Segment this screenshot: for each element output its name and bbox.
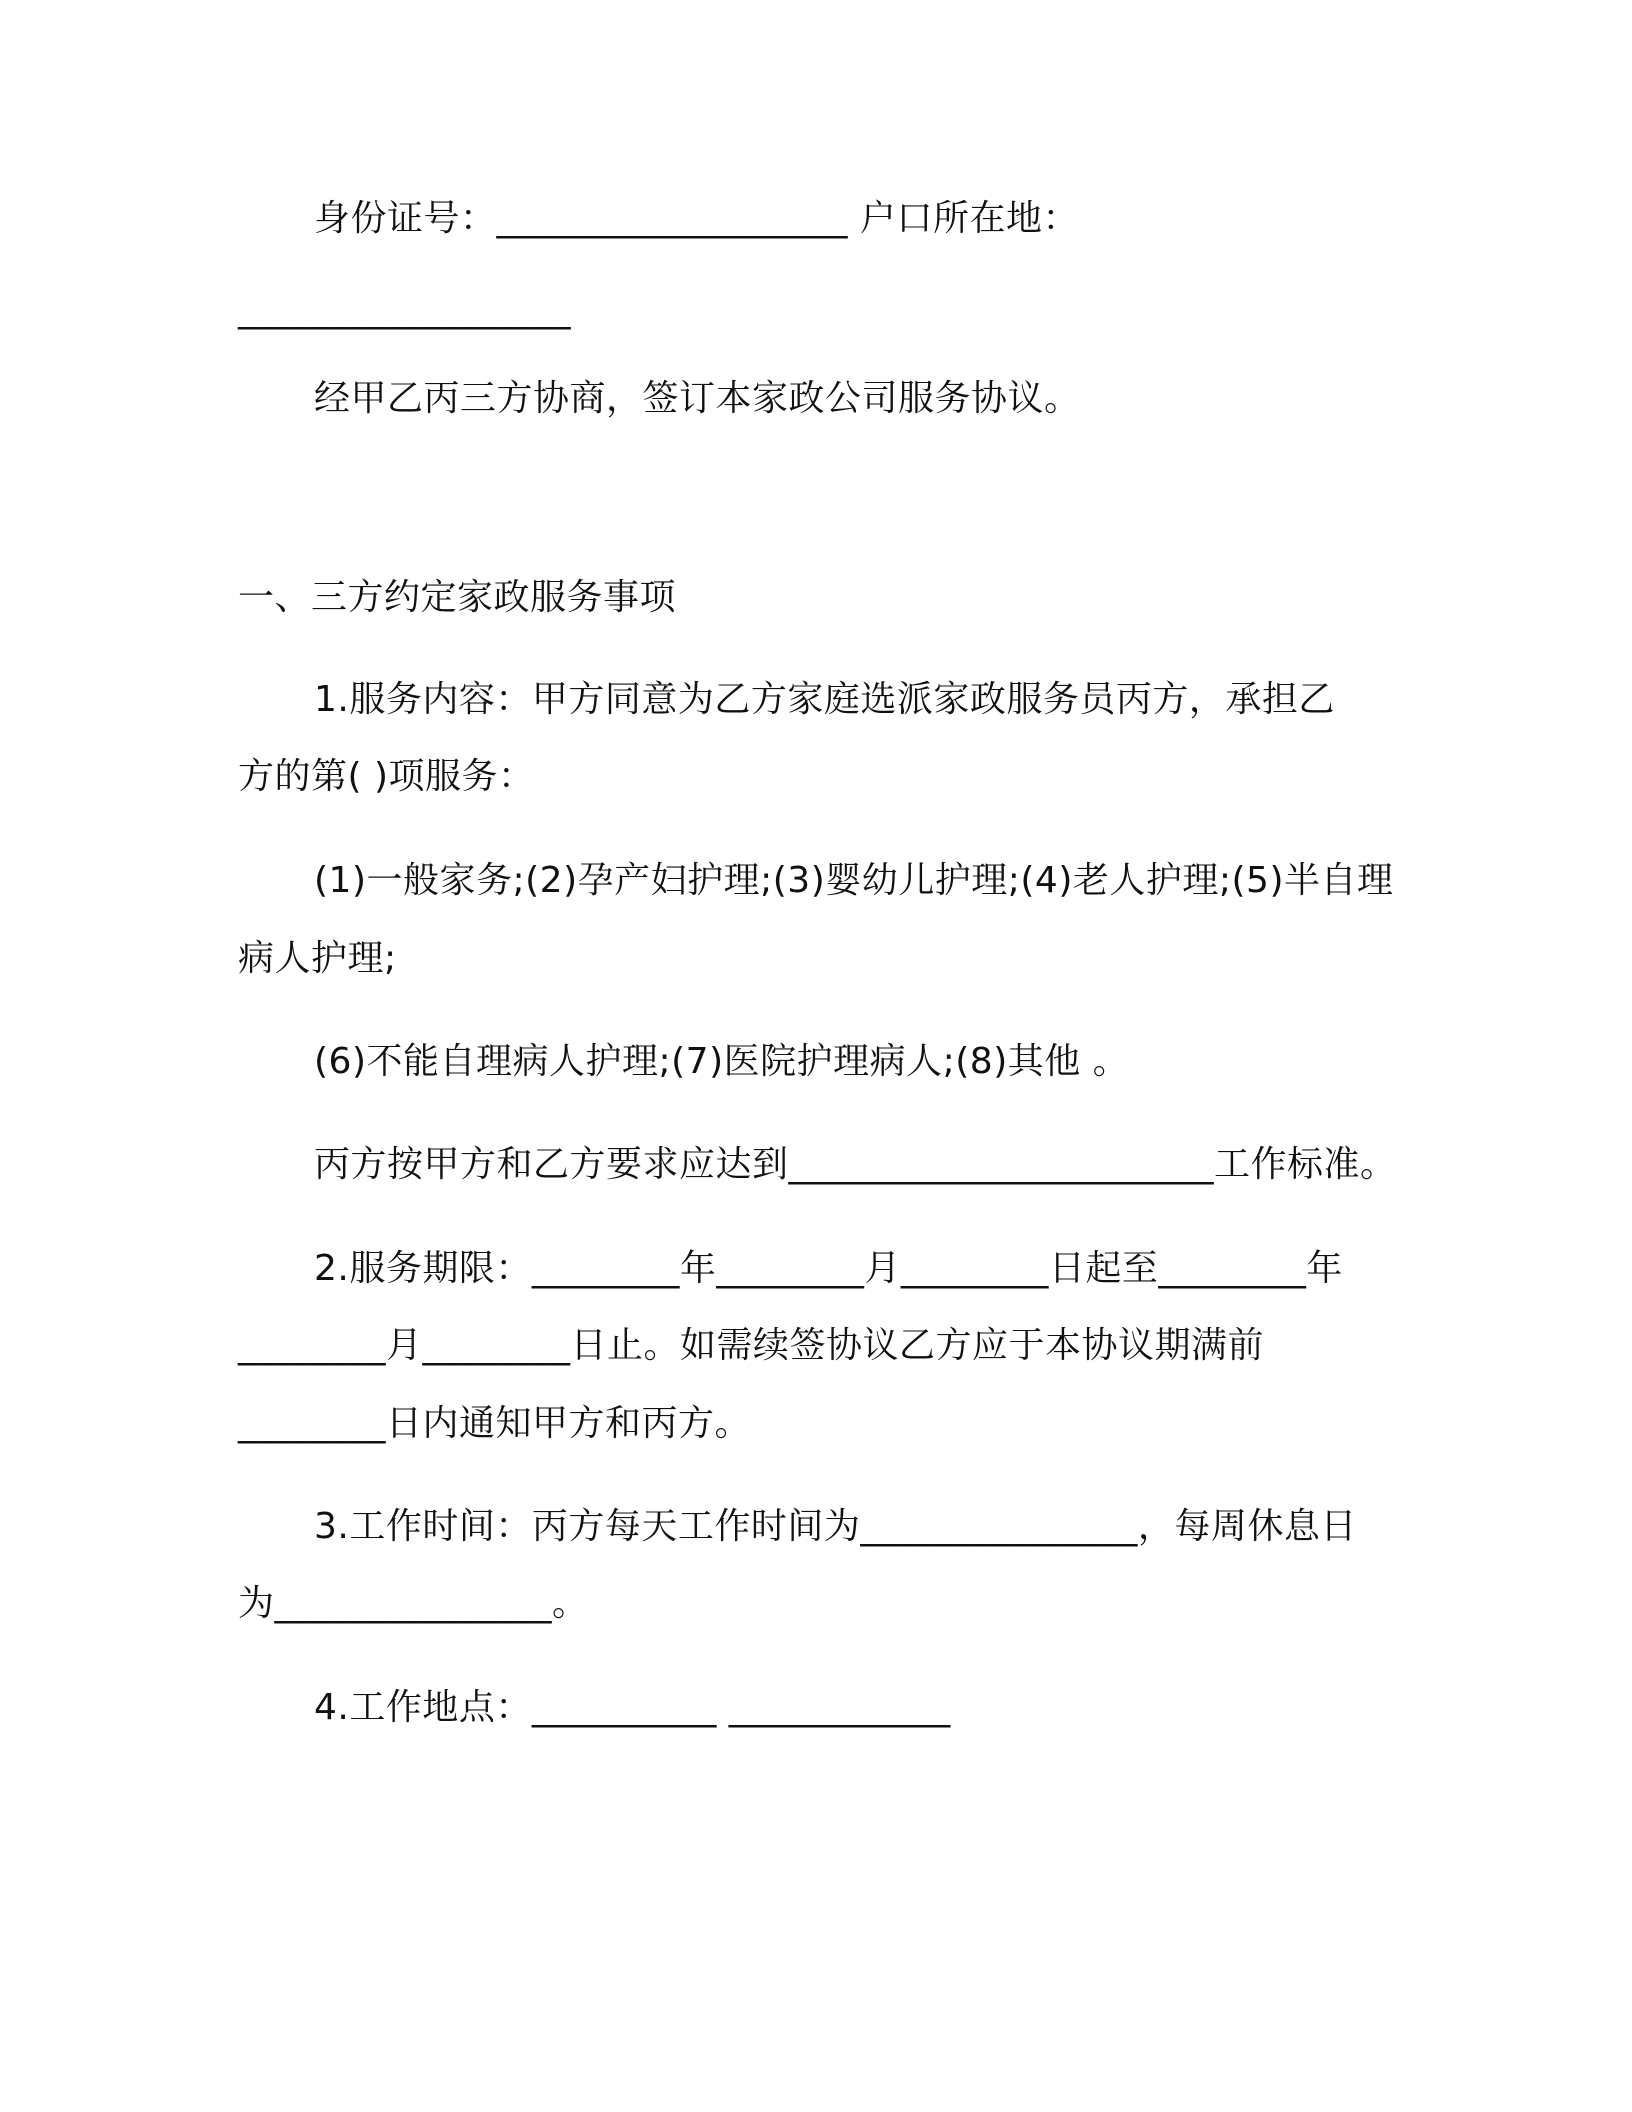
service-options-line-2: 病人护理;: [238, 938, 397, 979]
household-address-blank: __________________: [238, 289, 571, 330]
service-options-line-3: (6)不能自理病人护理;(7)医院护理病人;(8)其他 。: [314, 1041, 1130, 1082]
service-content-line-1: 1.服务内容：甲方同意为乙方家庭选派家政服务员丙方，承担乙: [314, 679, 1335, 720]
service-period-line-2: ________月________日止。如需续签协议乙方应于本协议期满前: [238, 1325, 1265, 1366]
work-time-line-2: 为_______________。: [238, 1583, 589, 1624]
service-period-line-3: ________日内通知甲方和丙方。: [238, 1403, 752, 1444]
work-time-line-1: 3.工作时间：丙方每天工作时间为_______________，每周休息日: [314, 1506, 1357, 1547]
agreement-intro: 经甲乙丙三方协商，签订本家政公司服务协议。: [314, 378, 1081, 419]
service-options-line-1: (1)一般家务;(2)孕产妇护理;(3)婴幼儿护理;(4)老人护理;(5)半自理: [314, 860, 1394, 901]
id-number-line: 身份证号：___________________ 户口所在地：: [314, 198, 1079, 239]
section-heading: 一、三方约定家政服务事项: [238, 577, 677, 618]
service-content-line-2: 方的第( )项服务：: [238, 756, 535, 797]
service-period-line-1: 2.服务期限：________年________月________日起至________年: [314, 1248, 1343, 1289]
work-standard-line: 丙方按甲方和乙方要求应达到_______________________工作标准。: [314, 1144, 1397, 1185]
work-location-line: 4.工作地点：__________ ____________: [314, 1687, 951, 1728]
